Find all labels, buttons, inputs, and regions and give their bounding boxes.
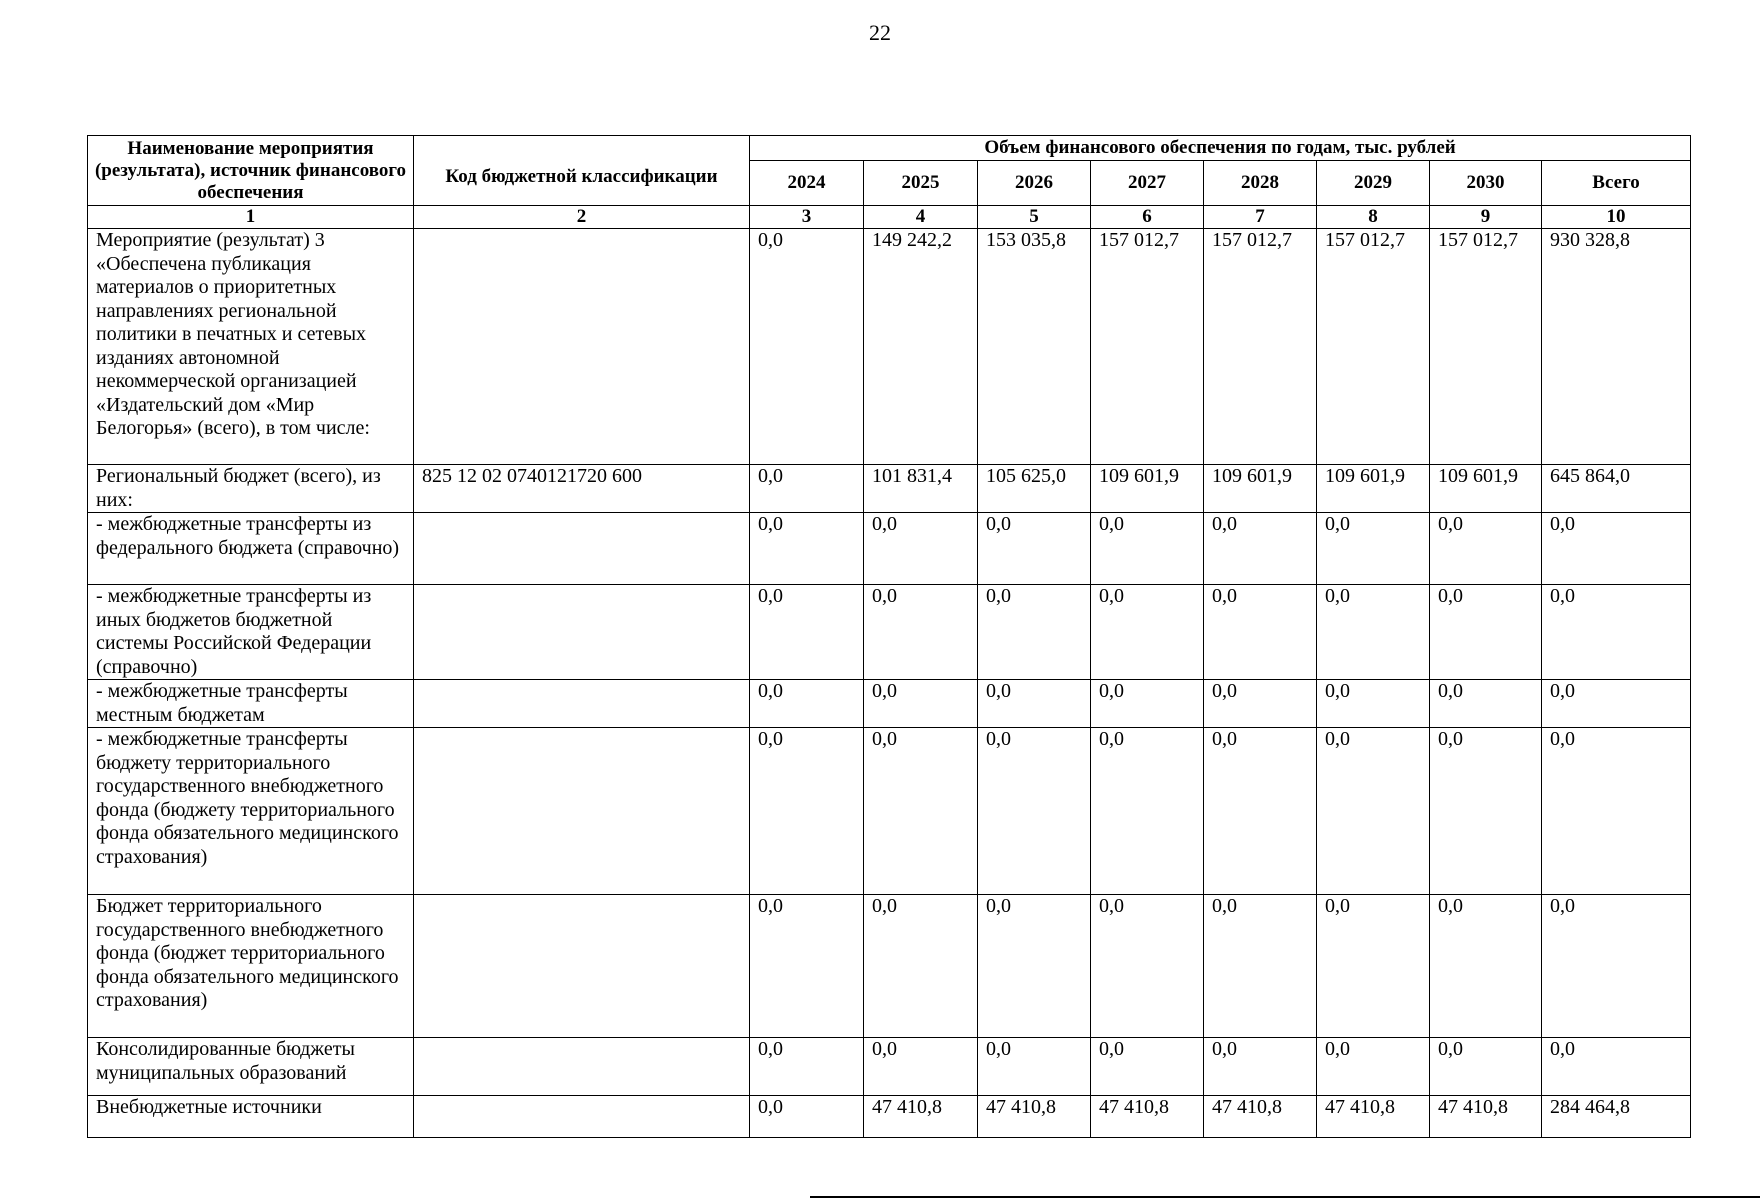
row-name: Региональный бюджет (всего), из них:: [88, 465, 414, 513]
row-value: 0,0: [1091, 1038, 1204, 1096]
header-amounts-cell: Объем финансового обеспечения по годам, тыс. рублей: [750, 136, 1691, 161]
row-total: 0,0: [1542, 513, 1691, 585]
row-name: - межбюджетные трансферты бюджету территориального государственного внебюджетного фонда (бюджету территориального фонда обязательного медицинского страхования): [88, 728, 414, 895]
row-value: 0,0: [750, 895, 864, 1038]
row-name: Бюджет территориального государственного внебюджетного фонда (бюджет территориального фонда обязательного медицинского страхования): [88, 895, 414, 1038]
row-code: [414, 895, 750, 1038]
row-name: - межбюджетные трансферты из иных бюджетов бюджетной системы Российской Федерации (справочно): [88, 585, 414, 680]
column-number: 3: [750, 206, 864, 229]
row-value: 0,0: [750, 585, 864, 680]
row-value: 0,0: [750, 465, 864, 513]
header-year: 2026: [978, 161, 1091, 206]
row-value: 0,0: [1091, 585, 1204, 680]
row-value: 0,0: [864, 680, 978, 728]
row-value: 0,0: [978, 728, 1091, 895]
row-value: 0,0: [750, 229, 864, 465]
row-code: [414, 680, 750, 728]
table-row: [88, 513, 1691, 585]
row-value: 157 012,7: [1204, 229, 1317, 465]
row-value: 0,0: [1091, 680, 1204, 728]
row-value: 0,0: [1317, 513, 1430, 585]
table-row: [88, 728, 1691, 895]
table-row: [88, 1038, 1691, 1096]
header-year: 2025: [864, 161, 978, 206]
row-value: 0,0: [1430, 728, 1542, 895]
row-value: 47 410,8: [1430, 1096, 1542, 1138]
row-total: 284 464,8: [1542, 1096, 1691, 1138]
column-number: 1: [88, 206, 414, 229]
row-value: 0,0: [978, 895, 1091, 1038]
header-code-cell: Код бюджетной классификации: [414, 136, 750, 206]
header-year: 2027: [1091, 161, 1204, 206]
row-value: 0,0: [1430, 1038, 1542, 1096]
header-year: 2030: [1430, 161, 1542, 206]
row-value: 0,0: [1317, 728, 1430, 895]
row-total: 0,0: [1542, 680, 1691, 728]
row-total: 0,0: [1542, 585, 1691, 680]
row-value: 0,0: [1204, 728, 1317, 895]
row-value: 0,0: [1091, 728, 1204, 895]
header-year: 2028: [1204, 161, 1317, 206]
row-code: [414, 1038, 750, 1096]
row-value: 47 410,8: [1317, 1096, 1430, 1138]
column-number: 9: [1430, 206, 1542, 229]
table-row: [88, 1096, 1691, 1138]
row-code: [414, 513, 750, 585]
financing-table: [87, 135, 1691, 1138]
row-value: 0,0: [750, 728, 864, 895]
row-value: 109 601,9: [1317, 465, 1430, 513]
row-value: 0,0: [978, 1038, 1091, 1096]
column-number: 2: [414, 206, 750, 229]
row-total: 645 864,0: [1542, 465, 1691, 513]
row-value: 0,0: [1430, 680, 1542, 728]
row-code: 825 12 02 0740121720 600: [414, 465, 750, 513]
row-value: 0,0: [864, 1038, 978, 1096]
row-value: 0,0: [1317, 1038, 1430, 1096]
row-value: 0,0: [750, 1096, 864, 1138]
row-code: [414, 229, 750, 465]
row-total: 930 328,8: [1542, 229, 1691, 465]
row-value: 109 601,9: [1204, 465, 1317, 513]
row-value: 109 601,9: [1091, 465, 1204, 513]
row-value: 0,0: [1430, 895, 1542, 1038]
row-value: 153 035,8: [978, 229, 1091, 465]
row-name: Консолидированные бюджеты муниципальных образований: [88, 1038, 414, 1096]
table-row: [88, 895, 1691, 1038]
header-year: 2029: [1317, 161, 1430, 206]
row-value: 0,0: [1204, 585, 1317, 680]
row-value: 0,0: [864, 728, 978, 895]
row-name: Внебюджетные источники: [88, 1096, 414, 1138]
table-row: [88, 585, 1691, 680]
row-value: 47 410,8: [1091, 1096, 1204, 1138]
row-value: 0,0: [1204, 895, 1317, 1038]
row-value: 0,0: [864, 585, 978, 680]
row-name: - межбюджетные трансферты местным бюджетам: [88, 680, 414, 728]
row-name: Мероприятие (результат) 3 «Обеспечена публикация материалов о приоритетных направлениях региональной политики в печатных и сетевых изданиях автономной некоммерческой организацией «Издательский дом «Мир Белогорья» (всего), в том числе:: [88, 229, 414, 465]
row-code: [414, 585, 750, 680]
row-value: 157 012,7: [1091, 229, 1204, 465]
row-value: 0,0: [1204, 1038, 1317, 1096]
row-value: 105 625,0: [978, 465, 1091, 513]
row-value: 0,0: [1430, 585, 1542, 680]
row-value: 0,0: [750, 680, 864, 728]
column-number: 7: [1204, 206, 1317, 229]
row-value: 47 410,8: [978, 1096, 1091, 1138]
row-value: 0,0: [978, 513, 1091, 585]
row-value: 0,0: [1317, 895, 1430, 1038]
row-value: 0,0: [1430, 513, 1542, 585]
row-value: 47 410,8: [1204, 1096, 1317, 1138]
row-value: 0,0: [864, 513, 978, 585]
row-value: 149 242,2: [864, 229, 978, 465]
header-year: 2024: [750, 161, 864, 206]
page-bottom-rule: [810, 1196, 1760, 1198]
column-number: 6: [1091, 206, 1204, 229]
row-value: 0,0: [1091, 895, 1204, 1038]
row-value: 0,0: [750, 513, 864, 585]
table-row: [88, 229, 1691, 465]
row-value: 0,0: [1204, 513, 1317, 585]
header-row-top: [88, 136, 1691, 161]
row-value: 109 601,9: [1430, 465, 1542, 513]
row-total: 0,0: [1542, 728, 1691, 895]
row-name: - межбюджетные трансферты из федерального бюджета (справочно): [88, 513, 414, 585]
column-number: 10: [1542, 206, 1691, 229]
row-code: [414, 1096, 750, 1138]
header-row-column-numbers: [88, 206, 1691, 229]
row-value: 0,0: [1317, 585, 1430, 680]
header-total: Всего: [1542, 161, 1691, 206]
row-value: 47 410,8: [864, 1096, 978, 1138]
table-row: [88, 465, 1691, 513]
row-code: [414, 728, 750, 895]
page-number: 22: [869, 20, 891, 45]
row-value: 0,0: [978, 585, 1091, 680]
column-number: 5: [978, 206, 1091, 229]
row-value: 101 831,4: [864, 465, 978, 513]
row-value: 0,0: [750, 1038, 864, 1096]
row-value: 0,0: [1204, 680, 1317, 728]
row-value: 157 012,7: [1317, 229, 1430, 465]
row-total: 0,0: [1542, 895, 1691, 1038]
header-name-cell: Наименование мероприятия (результата), источник финансового обеспечения: [88, 136, 414, 206]
column-number: 4: [864, 206, 978, 229]
row-value: 0,0: [1091, 513, 1204, 585]
row-value: 0,0: [1317, 680, 1430, 728]
row-value: 157 012,7: [1430, 229, 1542, 465]
row-value: 0,0: [978, 680, 1091, 728]
row-total: 0,0: [1542, 1038, 1691, 1096]
table-row: [88, 680, 1691, 728]
column-number: 8: [1317, 206, 1430, 229]
row-value: 0,0: [864, 895, 978, 1038]
